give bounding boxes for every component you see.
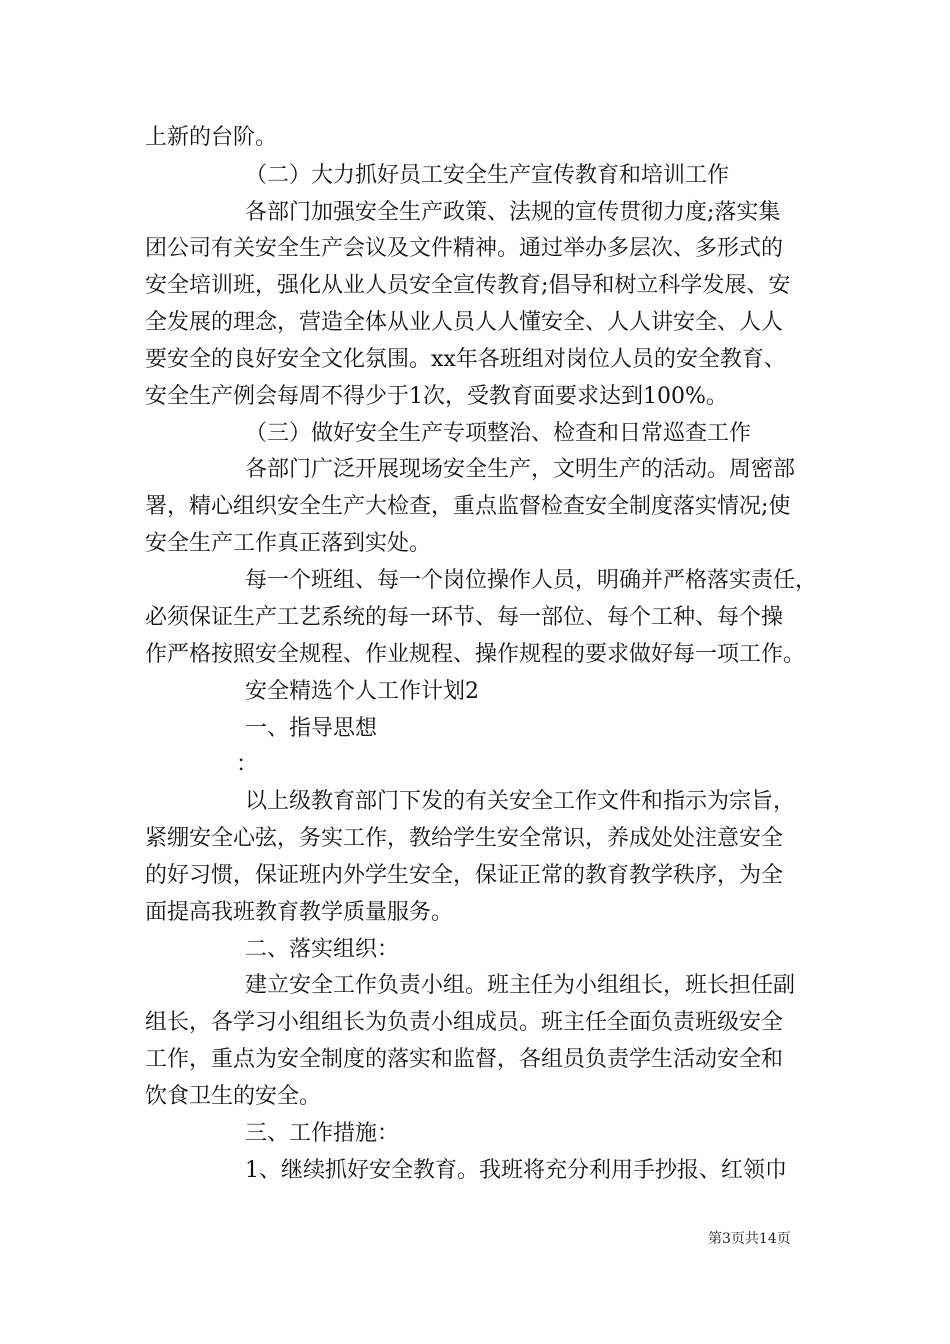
section-heading: 二、落实组织： (245, 937, 400, 962)
section-heading: 三、工作措施： (245, 1121, 400, 1146)
plan-title: 安全精选个人工作计划2 (245, 679, 479, 704)
section-heading: （三）做好安全生产专项整治、检查和日常巡查工作 (245, 421, 752, 446)
text-line: 建立安全工作负责小组。班主任为小组组长，班长担任副 (245, 973, 796, 998)
text-line: 各部门广泛开展现场安全生产，文明生产的活动。周密部 (245, 457, 796, 482)
text-line: 每一个班组、每一个岗位操作人员，明确并严格落实责任， (245, 568, 818, 593)
text-line: 安全生产例会每周不得少于1次，受教育面要求达到100%。 (145, 384, 728, 409)
text-line: ： (236, 752, 259, 777)
text-line: 紧绷安全心弦，务实工作，教给学生安全常识，养成处处注意安全 (145, 826, 784, 851)
text-line: 团公司有关安全生产会议及文件精神。通过举办多层次、多形式的 (145, 236, 784, 261)
text-line: 上新的台阶。 (145, 125, 278, 150)
text-line: 以上级教育部门下发的有关安全工作文件和指示为宗旨， (245, 789, 796, 814)
text-line: 必须保证生产工艺系统的每一环节、每一部位、每个工种、每个操 (145, 605, 784, 630)
text-line: 面提高我班教育教学质量服务。 (145, 900, 454, 925)
section-heading: 一、指导思想 (245, 716, 378, 741)
text-line: 组长，各学习小组组长为负责小组成员。班主任全面负责班级安全 (145, 1010, 784, 1035)
section-heading: （二）大力抓好员工安全生产宣传教育和培训工作 (245, 163, 730, 188)
text-line: 署，精心组织安全生产大检查，重点监督检查安全制度落实情况;使 (145, 494, 791, 519)
text-line: 安全生产工作真正落到实处。 (145, 531, 432, 556)
text-line: 1、继续抓好安全教育。我班将充分利用手抄报、红领巾 (245, 1158, 787, 1183)
text-line: 要安全的良好安全文化氛围。xx年各班组对岗位人员的安全教育、 (145, 347, 786, 372)
text-line: 安全培训班，强化从业人员安全宣传教育;倡导和树立科学发展、安 (145, 273, 791, 298)
page-number-footer: 第3页共14页 (708, 1231, 791, 1247)
text-line: 工作，重点为安全制度的落实和监督，各组员负责学生活动安全和 (145, 1047, 784, 1072)
text-line: 各部门加强安全生产政策、法规的宣传贯彻力度;落实集 (245, 200, 781, 225)
text-line: 作严格按照安全规程、作业规程、操作规程的要求做好每一项工作。 (145, 642, 806, 667)
text-line: 饮食卫生的安全。 (145, 1084, 322, 1109)
text-line: 的好习惯，保证班内外学生安全，保证正常的教育教学秩序，为全 (145, 863, 784, 888)
text-line: 全发展的理念，营造全体从业人员人人懂安全、人人讲安全、人人 (145, 310, 784, 335)
